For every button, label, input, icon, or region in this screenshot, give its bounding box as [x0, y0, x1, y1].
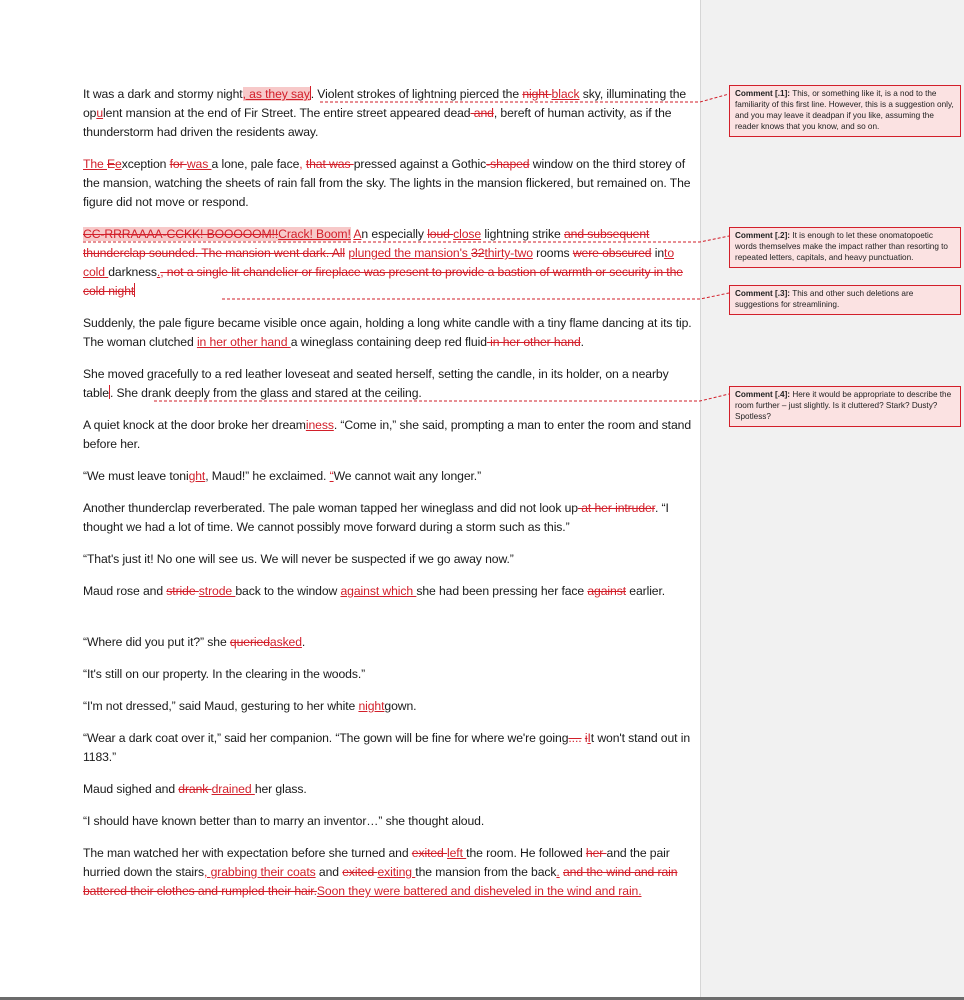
tracked-deletion: CC-RRRAAAA-CCKK! BOOOOOM!!	[83, 227, 279, 241]
tracked-insertion: was	[186, 157, 212, 171]
tracked-deletion: in her other hand	[486, 335, 581, 349]
paragraph-3	[83, 225, 695, 301]
text-run: “I thought we had a lot of time. We cannot possibly move forward during a storm such as this.”	[83, 501, 669, 534]
tracked-deletion: E	[107, 157, 116, 171]
text-run: and	[315, 865, 343, 879]
text-run: window on the third storey of the mansion, watching the sheets of rain fall from the sky. The lights in the mansion flickered, but remained on. The figure did not move or respond.	[83, 157, 691, 209]
comment-text: This, or something like it, is a nod to the familiarity of this first line. However, this is a suggestion only, and you may leave it deadpan if you like, assuming the reader knows that you know, and so on.	[735, 89, 954, 131]
text-run: , bereft of human activity, as if the thunderstorm had driven the residents away.	[83, 106, 672, 139]
text-run: a lone, pale face	[211, 157, 300, 171]
tracked-deletion: her	[585, 846, 607, 860]
tracked-deletion: -shaped	[486, 157, 530, 171]
text-run: and the pair hurried down the stairs	[83, 846, 670, 879]
text-run: A quiet knock at the door broke her dream	[83, 418, 306, 432]
paragraph-13	[83, 697, 695, 716]
tracked-insertion: left	[447, 846, 467, 860]
paragraph-14	[83, 729, 695, 767]
text-run: .	[580, 335, 584, 349]
paragraph-7	[83, 467, 695, 486]
tracked-deletion: were obscured	[572, 246, 652, 260]
paragraph-12	[83, 665, 695, 684]
comment-balloon-1[interactable]	[729, 85, 961, 137]
tracked-insertion: I	[587, 731, 591, 745]
comment-balloon-4[interactable]	[729, 386, 961, 427]
text-run: We cannot wait any longer.”	[333, 469, 482, 483]
text-run: . She drank deeply from the glass and stared at the ceiling.	[109, 386, 422, 400]
text-run: darkness	[108, 265, 157, 279]
text-run: It was a dark and stormy night	[83, 87, 243, 101]
comment-label: Comment [.4]:	[735, 390, 791, 399]
text-run: “That's just it! No one will see us. We will never be suspected if we go away now.”	[83, 552, 514, 566]
tracked-insertion: u	[96, 106, 104, 120]
text-run: lightning strike	[481, 227, 564, 241]
tracked-insertion: The	[83, 157, 107, 171]
text-run: back to the window	[235, 584, 341, 598]
comment-balloon-3[interactable]	[729, 285, 961, 315]
tracked-deletion: and subsequent thunderclap sounded. The mansion went dark. All	[83, 227, 650, 260]
tracked-insertion: , grabbing their coats	[204, 865, 316, 879]
tracked-deletion: ....	[568, 731, 582, 745]
text-run: n especially	[361, 227, 428, 241]
paragraph-16	[83, 812, 695, 831]
tracked-deletion: night	[522, 87, 552, 101]
text-run: pressed against a Gothic	[353, 157, 487, 171]
paragraph-6	[83, 416, 695, 454]
tracked-deletion: exited	[411, 846, 448, 860]
tracked-insertion: Crack! Boom!	[278, 227, 351, 241]
tracked-insertion: against which	[340, 584, 417, 598]
comment-label: Comment [.3]:	[735, 289, 791, 298]
tracked-insertion: close	[453, 227, 482, 241]
tracked-insertion: in her other hand	[196, 335, 291, 349]
text-run: in	[654, 246, 665, 260]
tracked-insertion: thirty-two	[484, 246, 533, 260]
text-run: earlier.	[625, 584, 666, 598]
text-run: the mansion from the back	[415, 865, 557, 879]
text-run: “It's still on our property. In the clearing in the woods.”	[83, 667, 366, 681]
text-run: a wineglass containing deep red fluid	[290, 335, 487, 349]
tracked-deletion: for	[169, 157, 187, 171]
tracked-insertion: iness	[305, 418, 334, 432]
text-run: She moved gracefully to a red leather loveseat and seated herself, setting the candle, in its holder, on a nearby table	[83, 367, 669, 400]
tracked-insertion: black	[551, 87, 580, 101]
paragraph-5	[83, 365, 695, 403]
tracked-insertion: “	[329, 469, 334, 483]
tracked-deletion: and the wind and rain battered their clothes and rumpled their hair.	[83, 865, 678, 898]
tracked-insertion: to	[664, 246, 675, 260]
tracked-insertion: ,	[299, 157, 303, 171]
tracked-insertion: night	[358, 699, 385, 713]
text-run: . Violent strokes of lightning pierced the	[310, 87, 523, 101]
tracked-insertion: , as they say	[242, 87, 310, 101]
text-run: .	[301, 635, 306, 649]
text-run: Another thunderclap reverberated. The pale woman tapped her wineglass and did not look up	[83, 501, 578, 515]
comment-balloon-2[interactable]	[729, 227, 961, 268]
paragraph-2	[83, 155, 695, 212]
tracked-deletion: i	[584, 731, 588, 745]
text-run: she had been pressing her face	[416, 584, 588, 598]
text-run: rooms	[532, 246, 573, 260]
text-run: Suddenly, the pale figure became visible once again, holding a long white candle with a tiny flame dancing at its tip. The woman clutched	[83, 316, 692, 349]
tracked-deletion: against	[587, 584, 626, 598]
tracked-insertion: strode	[198, 584, 236, 598]
text-run: “Where did you put it?” she	[83, 635, 230, 649]
tracked-insertion: cold	[83, 265, 109, 279]
paragraph-11	[83, 633, 695, 652]
tracked-insertion: A	[353, 227, 362, 241]
text-run: “Wear a dark coat over it,” said her companion. “The gown will be fine for where we're going	[83, 731, 569, 745]
comment-text: Here it would be appropriate to describe the room further – just slightly. Is it cluttered? Stark? Dusty? Spotless?	[735, 390, 952, 421]
text-run: Maud rose and	[83, 584, 167, 598]
comment-margin	[700, 0, 964, 1000]
text-run: “I'm not dressed,” said Maud, gesturing to her white	[83, 699, 359, 713]
comment-label: Comment [.1]:	[735, 89, 791, 98]
paragraph-4	[83, 314, 695, 352]
text-run: .	[654, 501, 659, 515]
tracked-deletion: at her intruder	[577, 501, 655, 515]
tracked-deletion: that was	[305, 157, 354, 171]
tracked-deletion: loud	[427, 227, 454, 241]
text-run: xception	[121, 157, 170, 171]
paragraph-17	[83, 844, 695, 901]
tracked-insertion: .	[156, 265, 161, 279]
text-run: . “Come in,” she said, prompting a man to enter the room and stand before her.	[83, 418, 691, 451]
tracked-deletion: drank	[178, 782, 212, 796]
text-run: her glass.	[254, 782, 307, 796]
text-run: t won't stand out in 1183.”	[83, 731, 690, 764]
tracked-insertion: asked	[269, 635, 302, 649]
text-run: lent mansion at the end of Fir Street. The entire street appeared dead	[103, 106, 471, 120]
tracked-insertion: plunged the mansion's	[348, 246, 472, 260]
tracked-insertion: drained	[211, 782, 255, 796]
tracked-deletion: queried	[229, 635, 270, 649]
tracked-deletion: , not a single lit chandelier or fireplace was present to provide a bastion of warmth or security in the cold night	[83, 265, 683, 298]
text-run: The man watched her with expectation before she turned and	[83, 846, 412, 860]
tracked-deletion: 32	[471, 246, 485, 260]
text-run: the room. He followed	[466, 846, 586, 860]
paragraph-9	[83, 550, 695, 569]
comment-text: This and other such deletions are suggestions for streamlining.	[735, 289, 914, 309]
text-run: Maud sighed and	[83, 782, 179, 796]
tracked-insertion: exiting	[377, 865, 416, 879]
tracked-insertion: ght	[188, 469, 206, 483]
tracked-insertion: .	[556, 865, 560, 879]
tracked-deletion: stride	[166, 584, 199, 598]
tracked-deletion: and	[470, 106, 494, 120]
tracked-deletion: exited	[342, 865, 378, 879]
tracked-insertion: e	[115, 157, 122, 171]
paragraph-15	[83, 780, 695, 799]
paragraph-8	[83, 499, 695, 537]
text-run: gown.	[384, 699, 417, 713]
text-run: sky, illuminating the op	[83, 87, 687, 120]
paragraph-1	[83, 85, 695, 142]
text-run: “I should have known better than to marry an inventor…” she thought aloud.	[83, 814, 485, 828]
comment-label: Comment [.2]:	[735, 231, 791, 240]
comment-anchor-marker	[134, 283, 135, 297]
text-run: “We must leave toni	[83, 469, 189, 483]
tracked-insertion: Soon they were battered and disheveled in the wind and rain.	[316, 884, 642, 898]
text-run: , Maud!” he exclaimed.	[205, 469, 330, 483]
comment-text: It is enough to let these onomatopoetic words themselves make the impact rather than resorting to repeated letters, capitals, and heavy punctuation.	[735, 231, 948, 262]
paragraph-10	[83, 582, 695, 601]
